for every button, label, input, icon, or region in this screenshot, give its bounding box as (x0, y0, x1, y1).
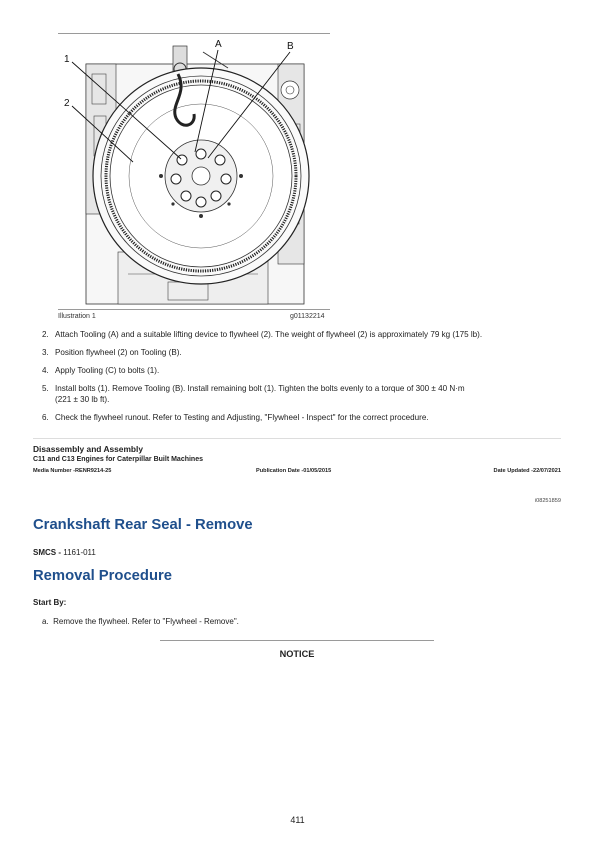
step-number: 4. (42, 366, 49, 375)
smcs-code: 1161-011 (63, 548, 96, 557)
page-number: 411 (290, 815, 305, 825)
document-title: Disassembly and Assembly (33, 444, 144, 454)
label-a: A (215, 39, 222, 50)
procedure-title: Removal Procedure (33, 568, 172, 584)
document-subtitle: C11 and C13 Engines for Caterpillar Built Machines (33, 456, 203, 463)
notice-rule (160, 640, 434, 641)
list-item (33, 330, 563, 341)
label-1: 1 (64, 54, 70, 65)
step-text-continued: (221 ± 30 lb ft). (55, 394, 110, 404)
item-text: Remove the flywheel. Refer to "Flywheel - Remove". (53, 617, 239, 626)
flywheel-illustration (58, 34, 332, 310)
step-text: Apply Tooling (C) to bolts (1). (55, 366, 160, 375)
label-2: 2 (64, 98, 70, 109)
step-number: 5. (42, 384, 49, 393)
date-updated: Date Updated -22/07/2021 (493, 468, 561, 474)
step-list (33, 330, 563, 431)
header-rule (33, 438, 561, 439)
step-text: Position flywheel (2) on Tooling (B). (55, 348, 182, 357)
step-number: 2. (42, 330, 49, 339)
caption-rule (58, 309, 330, 310)
step-text: Check the flywheel runout. Refer to Testing and Adjusting, "Flywheel - Inspect" for the correct procedure. (55, 412, 429, 422)
publication-date: Publication Date -01/05/2015 (256, 468, 332, 474)
section-title: Crankshaft Rear Seal - Remove (33, 517, 253, 533)
start-by-label: Start By: (33, 598, 67, 607)
document-id: i08251859 (534, 498, 561, 504)
list-item (33, 384, 563, 405)
step-text: Attach Tooling (A) and a suitable lifting device to flywheel (2). The weight of flywheel (2) is approximately 79 kg (175 lb). (55, 330, 483, 339)
item-letter: a. (42, 617, 49, 626)
list-item (33, 413, 563, 424)
illustration-id: g01132214 (290, 313, 325, 320)
media-number: Media Number -RENR9214-25 (33, 468, 112, 474)
label-b: B (287, 41, 294, 52)
list-item (33, 366, 563, 377)
smcs-line (33, 548, 96, 557)
step-number: 6. (42, 412, 49, 422)
notice-heading: NOTICE (279, 649, 315, 659)
start-by-item (42, 617, 239, 626)
step-number: 3. (42, 348, 49, 357)
smcs-label: SMCS - (33, 548, 64, 557)
illustration-caption: Illustration 1 (58, 313, 96, 320)
step-text: Install bolts (1). Remove Tooling (B). Install remaining bolt (1). Tighten the bolts evenly to a torque of 300 ± 40 N·m (55, 384, 465, 393)
list-item (33, 348, 563, 359)
